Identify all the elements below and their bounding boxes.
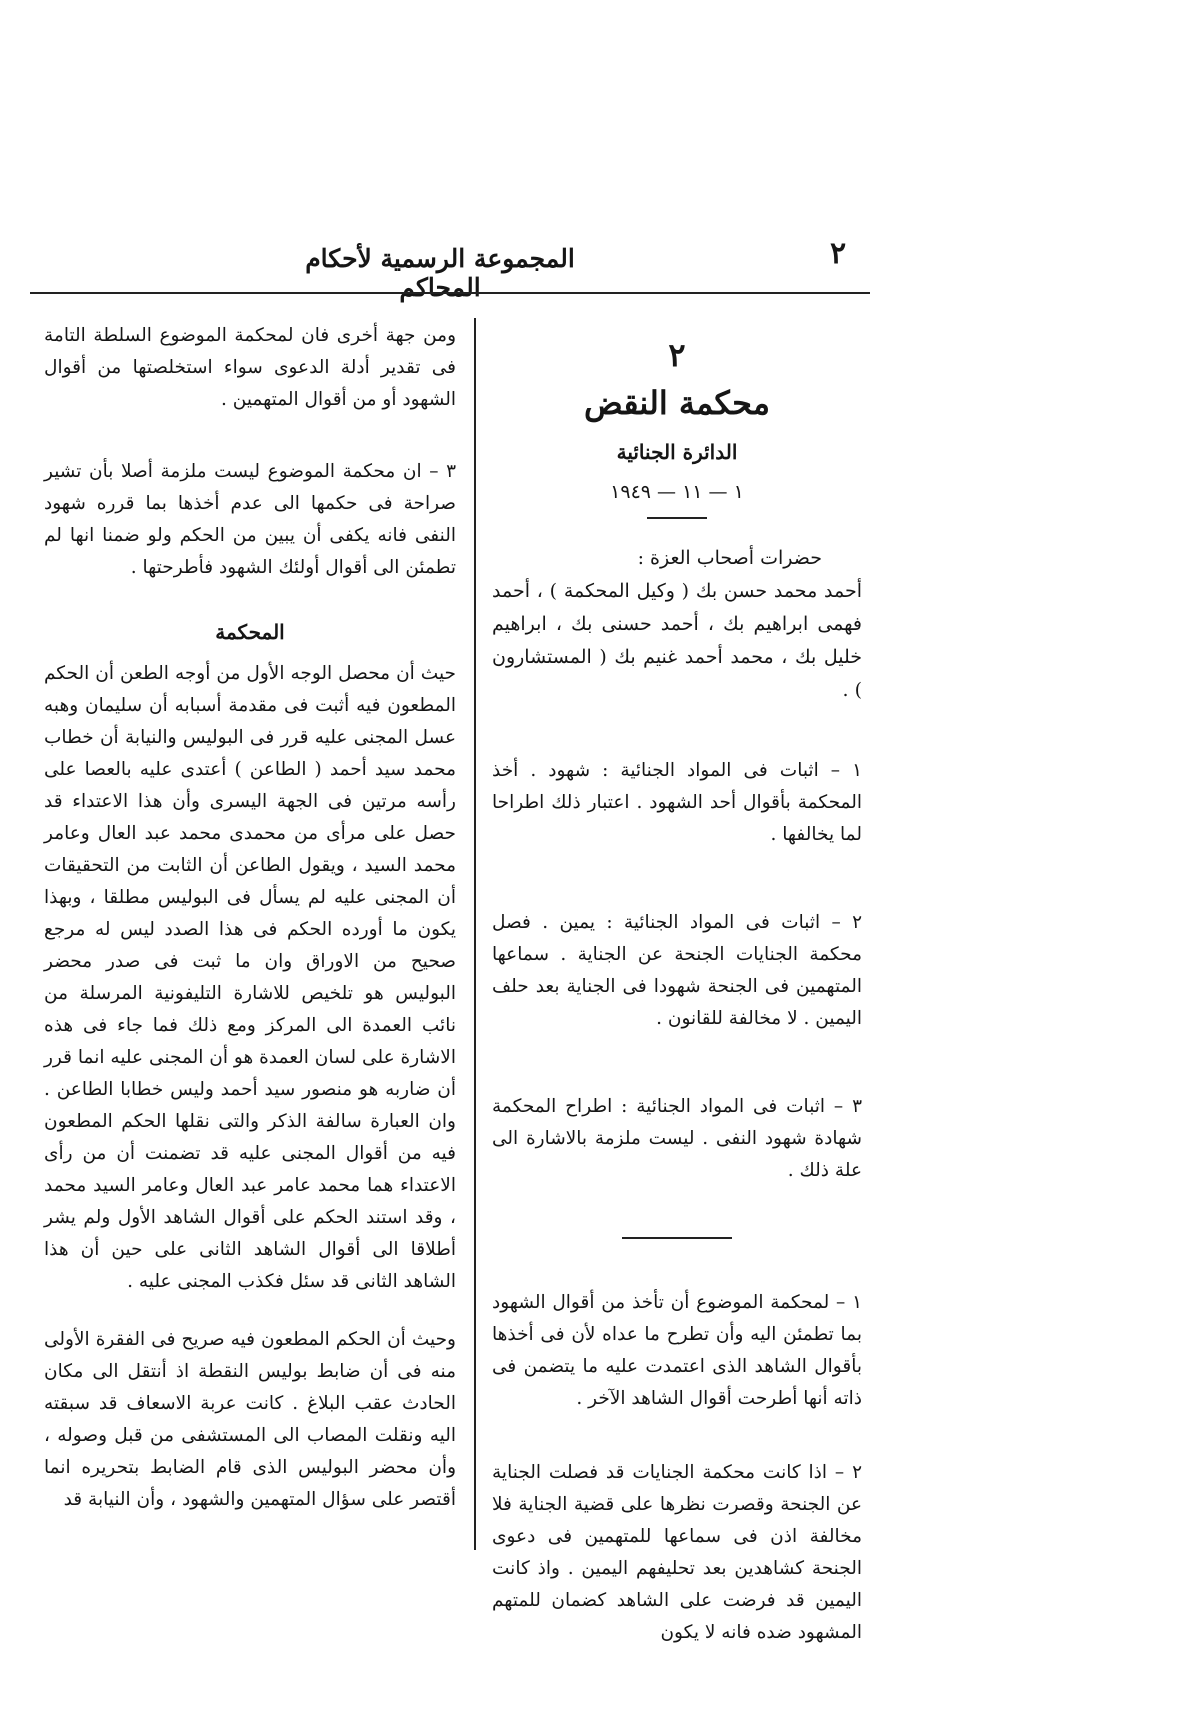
judgment-paragraph-2: وحيث أن الحكم المطعون فيه صريح فى الفقرة الأولى منه فى أن ضابط بوليس النقطة اذ أنتقل الى مكان الحادث عقب البلاغ . كانت عربة الاسعاف قد سبقته اليه ونقلت المصاب الى المستشفى من قبل وصوله ، وأن محضر البوليس الذى قام الضابط بتحريره انما أقتصر على سؤال المتهمين والشهود ، وأن النيابة قد [44, 1329, 456, 1510]
date-rule [647, 517, 707, 519]
principle-1: ١ – لمحكمة الموضوع أن تأخذ من أقوال الشهود بما تطمئن اليه وأن تطرح ما عداه لأن فى أخذها بأقوال الشاهد الذى اعتمدت عليه ما يتضمن فى ذاته أنها أطرحت أقوال الشاهد الآخر . [492, 1292, 862, 1409]
right-column [492, 335, 862, 1649]
section-heading-court: المحكمة [215, 620, 285, 644]
left-column [44, 320, 456, 1516]
running-header-title: المجموعة الرسمية لأحكام المحاكم [305, 244, 575, 302]
principle-2: ٢ – اذا كانت محكمة الجنايات قد فصلت الجناية عن الجنحة وقصرت نظرها على قضية الجناية فلا مخالفة اذن فى سماعها للمتهمين فى دعوى الجنحة كشاهدين بعد تحليفهم اليمين . واذ كانت اليمين قد فرضت على الشاهد كضمان للمتهم المشهود ضده فانه لا يكون [492, 1462, 862, 1643]
judgment-paragraph-1: حيث أن محصل الوجه الأول من أوجه الطعن أن الحكم المطعون فيه أثبت فى مقدمة أسبابه أن سليمان وهبه عسل المجنى عليه قرر فى البوليس والنيابة أن خطاب محمد سيد أحمد ( الطاعن ) أعتدى عليه بالعصا على رأسه مرتين فى الجهة اليسرى وأن هذا الاعتداء قد حصل على مرأى من محمدى محمد عبد العال وعامر محمد السيد ، ويقول الطاعن أن الثابت من التحقيقات أن المجنى عليه لم يسأل فى البوليس مطلقا ، وبهذا يكون ما أورده الحكم فى هذا الصدد ليس له مرجع صحيح من الاوراق وان ما ثبت فى صدر محضر البوليس هو تلخيص للاشارة التليفونية المرسلة من نائب العمدة الى المركز ومع ذلك فما جاء فى هذه الاشارة على لسان العمدة هو أن المجنى عليه انما قرر أن ضاربه هو منصور سيد أحمد وليس خطابا الطاعن . وان العبارة سالفة الذكر والتى نقلها الحكم المطعون فيه من أقوال المجنى عليه قد تضمنت أن من رأى الاعتداء هما محمد عامر عبد العال وعامر السيد محمد ، وقد استند الحكم على أقوال الشاهد الأول ولم يشر أطلاقا الى أقوال الشاهد الثانى على حين أن هذا الشاهد الثانى قد سئل فكذب المجنى عليه . [44, 663, 456, 1292]
abstract-2: ٢ – اثبات فى المواد الجنائية : يمين . فصل محكمة الجنايات الجنحة عن الجناية . سماعها المتهمين فى الجنحة شهودا فى الجناية بعد حلف اليمين . لا مخالفة للقانون . [492, 912, 862, 1029]
principle-3: ٣ – ان محكمة الموضوع ليست ملزمة أصلا بأن تشير صراحة فى حكمها الى عدم أخذها بما قرره شهود النفى فانه يكفى أن يبين من الحكم ولو ضمنا انها لم تطمئن الى أقوال أولئك الشهود فأطرحتها . [44, 461, 456, 578]
case-number: ٢ [668, 336, 686, 374]
abstract-3: ٣ – اثبات فى المواد الجنائية : اطراح المحكمة شهادة شهود النفى . ليست ملزمة بالاشارة الى علة ذلك . [492, 1096, 862, 1181]
page-number: ٢ [829, 236, 847, 271]
column-divider [474, 318, 476, 1550]
judgment-date: ١ — ١١ — ١٩٤٩ [610, 481, 744, 503]
court-name: محكمة النقض [584, 384, 770, 422]
principle-continuation: ومن جهة أخرى فان لمحكمة الموضوع السلطة التامة فى تقدير أدلة الدعوى سواء استخلصتها من أقوال الشهود أو من أقوال المتهمين . [44, 325, 456, 410]
abstract-1: ١ – اثبات فى المواد الجنائية : شهود . أخذ المحكمة بأقوال أحد الشهود . اعتبار ذلك اطراحا لما يخالفها . [492, 760, 862, 845]
chamber-name: الدائرة الجنائية [616, 440, 738, 464]
header-rule [30, 292, 870, 294]
judges-label: حضرات أصحاب العزة : [637, 547, 822, 569]
section-rule [622, 1237, 732, 1239]
judges-list: أحمد محمد حسن بك ( وكيل المحكمة ) ، أحمد فهمى ابراهيم بك ، أحمد حسنى بك ، ابراهيم خليل بك ، محمد أحمد غنيم بك ( المستشارون ) . [492, 580, 862, 701]
